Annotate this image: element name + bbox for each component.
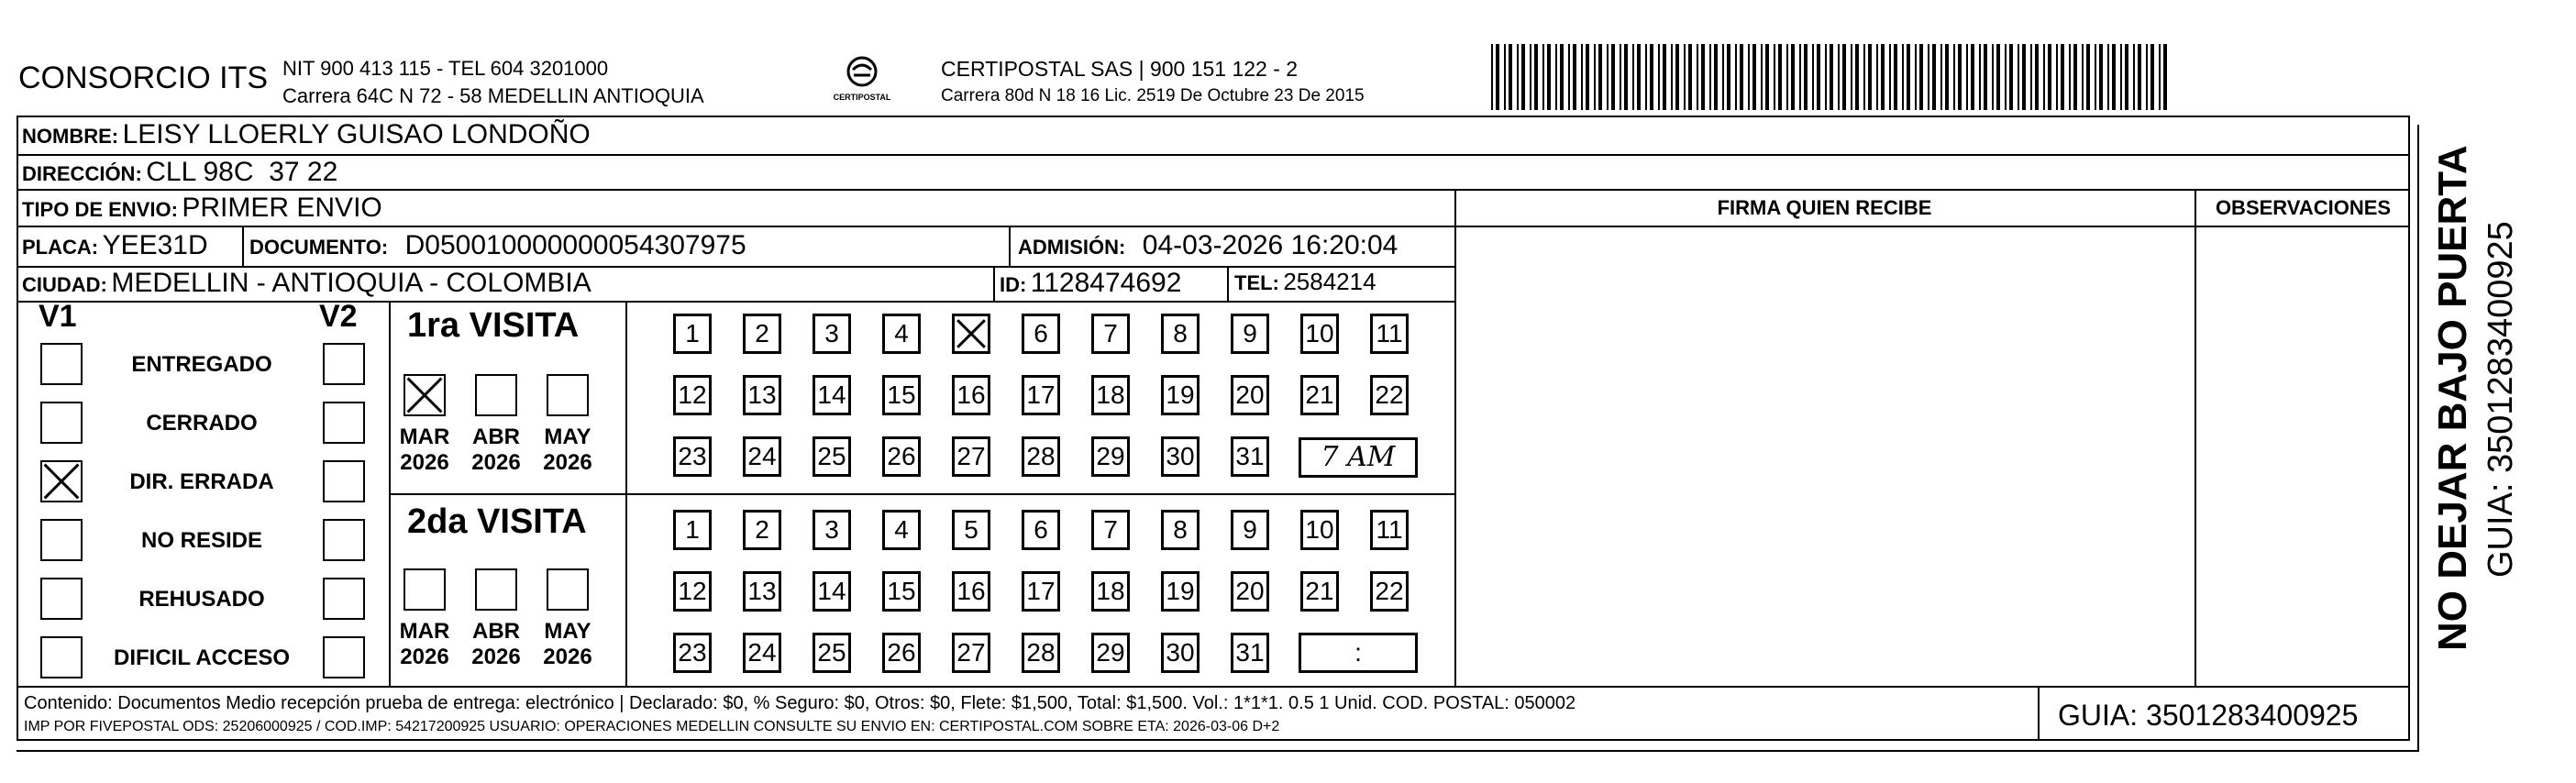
barcode-bar	[2163, 44, 2167, 110]
second-visit-day-13[interactable]: 13	[743, 571, 781, 612]
first-visit-day-10[interactable]: 10	[1300, 314, 1339, 354]
logo-text: CERTIPOSTAL	[833, 93, 891, 102]
status-label: DIR. ERRADA	[129, 469, 274, 494]
barcode-bar	[2159, 44, 2161, 110]
documento-row	[249, 230, 746, 261]
status-label: CERRADO	[146, 411, 258, 436]
first-visit-day-29[interactable]: 29	[1091, 436, 1130, 477]
year-label: 2026	[471, 450, 521, 475]
month-label: MAY	[544, 619, 591, 644]
barcode-bar	[1637, 44, 1641, 110]
barcode-bar	[1573, 44, 1576, 110]
v2-checkbox[interactable]	[323, 578, 365, 620]
second-visit-day-24[interactable]: 24	[743, 633, 781, 673]
barcode-bar	[1945, 44, 1949, 110]
barcode-bar	[2150, 44, 2154, 110]
barcode-bar	[1752, 44, 1756, 110]
second-visit-day-7[interactable]: 7	[1091, 510, 1130, 550]
barcode-bar	[1555, 44, 1557, 110]
documento-label: DOCUMENTO:	[249, 236, 389, 259]
barcode-bar	[1530, 44, 1531, 110]
barcode-bar	[1804, 44, 1808, 110]
barcode-bar	[1979, 44, 1981, 110]
barcode-bar	[1509, 44, 1512, 110]
second-visit-month-checkbox[interactable]	[475, 568, 517, 611]
barcode-bar	[1611, 44, 1615, 110]
imp-text: IMP POR FIVEPOSTAL ODS: 25206000925 / COD.IMP: 54217200925 USUARIO: OPERACIONES MEDELLIN CONSULTE SU ENVIO EN: CERTIPOSTAL.COM SOBRE ETA: 2026-03-06 D+2	[24, 719, 1280, 734]
v1-checkbox[interactable]	[40, 519, 83, 561]
barcode-bar	[1868, 44, 1872, 110]
first-visit-day-31[interactable]: 31	[1231, 436, 1269, 477]
barcode-bar	[1812, 44, 1814, 110]
first-visit-month-checkbox[interactable]	[404, 374, 446, 416]
v1-checkbox[interactable]	[40, 402, 83, 444]
barcode-bar	[2120, 44, 2122, 110]
first-visit-day-18[interactable]: 18	[1091, 375, 1130, 415]
barcode-bar	[1632, 44, 1634, 110]
first-visit-month-checkbox[interactable]	[547, 374, 589, 416]
certipostal-info: CERTIPOSTAL SAS | 900 151 122 - 2	[941, 57, 1299, 81]
first-visit-day-24[interactable]: 24	[743, 436, 781, 477]
barcode-bar	[1547, 44, 1551, 110]
barcode-bar	[1932, 44, 1936, 110]
barcode-bar	[1774, 44, 1775, 110]
documento-value: D050010000000054307975	[404, 230, 746, 260]
second-visit-day-21[interactable]: 21	[1300, 571, 1339, 612]
first-visit-day-16[interactable]: 16	[952, 375, 990, 415]
direccion-value: CLL 98C 37 22	[146, 157, 338, 187]
barcode-bar	[1517, 44, 1519, 110]
barcode-bar	[2099, 44, 2103, 110]
second-visit-day-17[interactable]: 17	[1022, 571, 1060, 612]
barcode-bar	[1650, 44, 1653, 110]
firma-header: FIRMA QUIEN RECIBE	[1717, 196, 1932, 219]
barcode-bar	[1688, 44, 1692, 110]
second-visit-day-10[interactable]: 10	[1300, 510, 1339, 550]
first-visit-day-15[interactable]: 15	[882, 375, 921, 415]
second-visit-day-5[interactable]: 5	[952, 510, 990, 550]
barcode-bar	[1765, 44, 1769, 110]
second-visit-day-1[interactable]: 1	[673, 510, 712, 550]
year-label: 2026	[400, 450, 449, 475]
admision-row	[1018, 230, 1398, 261]
second-visit-day-11[interactable]: 11	[1370, 510, 1409, 550]
v1-checkbox[interactable]	[40, 636, 83, 678]
first-visit-day-20[interactable]: 20	[1231, 375, 1269, 415]
second-visit-day-18[interactable]: 18	[1091, 571, 1130, 612]
month-label: MAY	[544, 425, 591, 449]
year-label: 2026	[543, 645, 592, 669]
observaciones-header: OBSERVACIONES	[2215, 196, 2392, 219]
first-visit-time-value: 7 AM	[1321, 441, 1396, 473]
barcode-bar	[1966, 44, 1968, 110]
v1-header: V1	[39, 299, 77, 334]
barcode-bar	[1675, 44, 1679, 110]
nombre-value: LEISY LLOERLY GUISAO LONDOÑO	[122, 119, 591, 149]
first-visit-day-27[interactable]: 27	[952, 436, 990, 477]
first-visit-day-13[interactable]: 13	[743, 375, 781, 415]
status-label: ENTREGADO	[131, 352, 272, 377]
second-visit-day-9[interactable]: 9	[1231, 510, 1269, 550]
barcode-bar	[1697, 44, 1698, 110]
second-visit-day-8[interactable]: 8	[1161, 510, 1200, 550]
month-label: ABR	[472, 619, 520, 644]
second-visit-day-25[interactable]: 25	[813, 633, 851, 673]
barcode-bar	[1560, 44, 1564, 110]
barcode-bar	[1542, 44, 1544, 110]
first-visit-day-5[interactable]	[952, 314, 990, 354]
barcode-bar	[1817, 44, 1820, 110]
barcode-bar	[1521, 44, 1525, 110]
barcode-bar	[2125, 44, 2128, 110]
first-visit-day-1[interactable]: 1	[673, 314, 712, 354]
tipo-row	[22, 193, 382, 224]
id-label: ID:	[1000, 273, 1027, 296]
barcode-bar	[1889, 44, 1891, 110]
barcode-bar	[1791, 44, 1795, 110]
barcode-bar	[1684, 44, 1686, 110]
barcode-bar	[1624, 44, 1628, 110]
barcode-bar	[1953, 44, 1955, 110]
first-visit-title: 1ra VISITA	[407, 306, 580, 345]
second-visit-day-3[interactable]: 3	[813, 510, 851, 550]
barcode-bar	[1919, 44, 1923, 110]
barcode-bar	[2107, 44, 2109, 110]
certipostal-logo	[825, 55, 899, 110]
year-label: 2026	[471, 645, 521, 669]
first-visit-day-22[interactable]: 22	[1370, 375, 1409, 415]
v2-checkbox[interactable]	[323, 460, 365, 502]
status-label: DIFICIL ACCESO	[113, 645, 290, 670]
first-visit-day-30[interactable]: 30	[1161, 436, 1200, 477]
barcode-bar	[1491, 44, 1493, 110]
barcode-bar	[1863, 44, 1865, 110]
barcode-bar	[1996, 44, 2000, 110]
barcode-bar	[2138, 44, 2141, 110]
logo-icon	[844, 55, 880, 88]
barcode-bar	[1504, 44, 1506, 110]
second-visit-time-value: :	[1354, 638, 1362, 667]
second-visit-day-27[interactable]: 27	[952, 633, 990, 673]
barcode-bar	[1851, 44, 1852, 110]
ciudad-value: MEDELLIN - ANTIOQUIA - COLOMBIA	[111, 268, 591, 298]
barcode-bar	[1658, 44, 1660, 110]
guia-footer: GUIA: 3501283400925	[2058, 699, 2359, 732]
second-visit-day-22[interactable]: 22	[1370, 571, 1409, 612]
barcode-bar	[1598, 44, 1602, 110]
v2-checkbox[interactable]	[323, 519, 365, 561]
company-address: Carrera 64C N 72 - 58 MEDELLIN ANTIOQUIA	[282, 84, 704, 107]
second-visit-month-checkbox[interactable]	[547, 568, 589, 611]
first-visit-month-checkbox[interactable]	[475, 374, 517, 416]
barcode-bar	[2022, 44, 2026, 110]
year-label: 2026	[543, 450, 592, 475]
year-label: 2026	[400, 645, 449, 669]
barcode-bar	[1709, 44, 1711, 110]
barcode-bar	[1881, 44, 1885, 110]
second-visit-day-28[interactable]: 28	[1022, 633, 1060, 673]
first-visit-day-17[interactable]: 17	[1022, 375, 1060, 415]
second-visit-day-6[interactable]: 6	[1022, 510, 1060, 550]
second-visit-day-4[interactable]: 4	[882, 510, 921, 550]
first-visit-day-12[interactable]: 12	[673, 375, 712, 415]
barcode-bar	[1722, 44, 1724, 110]
second-visit-time	[1299, 633, 1418, 673]
barcode-bar	[2056, 44, 2058, 110]
second-visit-month-checkbox[interactable]	[404, 568, 446, 611]
barcode-bar	[2009, 44, 2013, 110]
month-label: MAR	[399, 619, 450, 644]
second-visit-day-16[interactable]: 16	[952, 571, 990, 612]
tipo-value: PRIMER ENVIO	[182, 193, 382, 223]
barcode-bar	[1915, 44, 1917, 110]
second-visit-day-23[interactable]: 23	[673, 633, 712, 673]
id-value: 1128474692	[1030, 268, 1182, 298]
barcode-bar	[2146, 44, 2148, 110]
barcode-bar	[1735, 44, 1737, 110]
side-warning: NO DEJAR BAJO PUERTA	[2430, 145, 2475, 651]
second-visit-day-12[interactable]: 12	[673, 571, 712, 612]
barcode-bar	[2133, 44, 2135, 110]
barcode-bar	[1607, 44, 1609, 110]
direccion-label: DIRECCIÓN:	[22, 162, 142, 185]
first-visit-day-2[interactable]: 2	[743, 314, 781, 354]
first-visit-day-9[interactable]: 9	[1231, 314, 1269, 354]
first-visit-day-14[interactable]: 14	[813, 375, 851, 415]
barcode-bar	[2035, 44, 2039, 110]
second-visit-day-14[interactable]: 14	[813, 571, 851, 612]
second-visit-day-19[interactable]: 19	[1161, 571, 1200, 612]
first-visit-time	[1299, 437, 1418, 478]
first-visit-day-7[interactable]: 7	[1091, 314, 1130, 354]
barcode-bar	[1761, 44, 1763, 110]
barcode-bar	[2048, 44, 2051, 110]
barcode-bar	[1581, 44, 1583, 110]
id-row	[1000, 268, 1181, 299]
barcode-bar	[1496, 44, 1499, 110]
first-visit-day-21[interactable]: 21	[1300, 375, 1339, 415]
barcode-bar	[1958, 44, 1962, 110]
first-visit-day-8[interactable]: 8	[1161, 314, 1200, 354]
barcode-bar	[2018, 44, 2019, 110]
first-visit-day-3[interactable]: 3	[813, 314, 851, 354]
barcode-bar	[2095, 44, 2096, 110]
certipostal-address: Carrera 80d N 18 16 Lic. 2519 De Octubre 23 De 2015	[941, 86, 1365, 105]
nit-tel: NIT 900 413 115 - TEL 604 3201000	[282, 57, 609, 80]
barcode-bar	[1727, 44, 1730, 110]
first-visit-day-4[interactable]: 4	[882, 314, 921, 354]
barcode-bar	[1778, 44, 1782, 110]
first-visit-day-6[interactable]: 6	[1022, 314, 1060, 354]
barcode-bar	[1714, 44, 1718, 110]
barcode-bar	[2043, 44, 2045, 110]
first-visit-day-26[interactable]: 26	[882, 436, 921, 477]
v2-checkbox[interactable]	[323, 402, 365, 444]
barcode-bar	[1825, 44, 1827, 110]
barcode-bar	[1586, 44, 1589, 110]
barcode-bar	[2061, 44, 2064, 110]
barcode-bar	[2086, 44, 2090, 110]
first-visit-day-19[interactable]: 19	[1161, 375, 1200, 415]
ciudad-row	[22, 268, 591, 299]
contenido-text: Contenido: Documentos Medio recepción prueba de entrega: electrónico | Declarado: $0, % Seguro: $0, Otros: $0, Flete: $1,500, Total: $1,500. Vol.: 1*1*1. 0.5 1 Unid. COD. POSTAL: 050002	[24, 693, 1576, 713]
company-name: CONSORCIO ITS	[18, 61, 269, 95]
barcode-bar	[1748, 44, 1750, 110]
v1-checkbox[interactable]	[40, 460, 83, 502]
barcode	[1491, 44, 2172, 110]
second-visit-day-20[interactable]: 20	[1231, 571, 1269, 612]
nombre-row	[22, 119, 591, 150]
barcode-bar	[1842, 44, 1846, 110]
second-visit-day-15[interactable]: 15	[882, 571, 921, 612]
second-visit-title: 2da VISITA	[407, 502, 587, 541]
barcode-bar	[1594, 44, 1596, 110]
second-visit-day-31[interactable]: 31	[1231, 633, 1269, 673]
ciudad-label: CIUDAD:	[22, 273, 107, 296]
first-visit-day-11[interactable]: 11	[1370, 314, 1409, 354]
v2-checkbox[interactable]	[323, 636, 365, 678]
barcode-bar	[1740, 44, 1743, 110]
barcode-bar	[1984, 44, 1987, 110]
barcode-bar	[1645, 44, 1647, 110]
tipo-label: TIPO DE ENVIO:	[22, 198, 178, 221]
barcode-bar	[1876, 44, 1878, 110]
barcode-bar	[1663, 44, 1666, 110]
first-visit-day-23[interactable]: 23	[673, 436, 712, 477]
barcode-bar	[1799, 44, 1801, 110]
nombre-label: NOMBRE:	[22, 125, 119, 148]
barcode-bar	[1786, 44, 1788, 110]
tel-label: TEL:	[1234, 271, 1279, 294]
barcode-bar	[1902, 44, 1904, 110]
barcode-bar	[2073, 44, 2077, 110]
side-guia: GUIA: 3501283400925	[2482, 221, 2520, 578]
barcode-bar	[1620, 44, 1621, 110]
barcode-bar	[1894, 44, 1897, 110]
barcode-bar	[1830, 44, 1833, 110]
v2-checkbox[interactable]	[323, 343, 365, 385]
status-label: REHUSADO	[138, 587, 265, 612]
v2-header: V2	[319, 299, 358, 334]
barcode-bar	[2030, 44, 2032, 110]
barcode-bar	[1838, 44, 1840, 110]
month-label: ABR	[472, 425, 520, 449]
admision-value: 04-03-2026 16:20:04	[1142, 230, 1399, 260]
barcode-bar	[1928, 44, 1929, 110]
admision-label: ADMISIÓN:	[1018, 236, 1126, 259]
placa-label: PLACA:	[22, 236, 99, 259]
barcode-bar	[2069, 44, 2071, 110]
v1-checkbox[interactable]	[40, 343, 83, 385]
second-visit-day-29[interactable]: 29	[1091, 633, 1130, 673]
barcode-bar	[2112, 44, 2116, 110]
barcode-bar	[1534, 44, 1538, 110]
month-label: MAR	[399, 425, 450, 449]
status-label: NO RESIDE	[140, 528, 263, 553]
barcode-bar	[1701, 44, 1705, 110]
barcode-bar	[2082, 44, 2084, 110]
barcode-bar	[1992, 44, 1994, 110]
barcode-bar	[1568, 44, 1570, 110]
barcode-bar	[1855, 44, 1859, 110]
placa-value: YEE31D	[102, 230, 208, 260]
barcode-bar	[1907, 44, 1910, 110]
second-visit-day-30[interactable]: 30	[1161, 633, 1200, 673]
tel-value: 2584214	[1283, 268, 1376, 295]
direccion-row	[22, 157, 337, 188]
barcode-bar	[2005, 44, 2007, 110]
second-visit-day-26[interactable]: 26	[882, 633, 921, 673]
barcode-bar	[1671, 44, 1673, 110]
v1-checkbox[interactable]	[40, 578, 83, 620]
barcode-bar	[1940, 44, 1942, 110]
barcode-bar	[1971, 44, 1974, 110]
second-visit-day-2[interactable]: 2	[743, 510, 781, 550]
first-visit-day-28[interactable]: 28	[1022, 436, 1060, 477]
tel-row	[1234, 268, 1376, 296]
placa-row	[22, 230, 208, 261]
first-visit-day-25[interactable]: 25	[813, 436, 851, 477]
